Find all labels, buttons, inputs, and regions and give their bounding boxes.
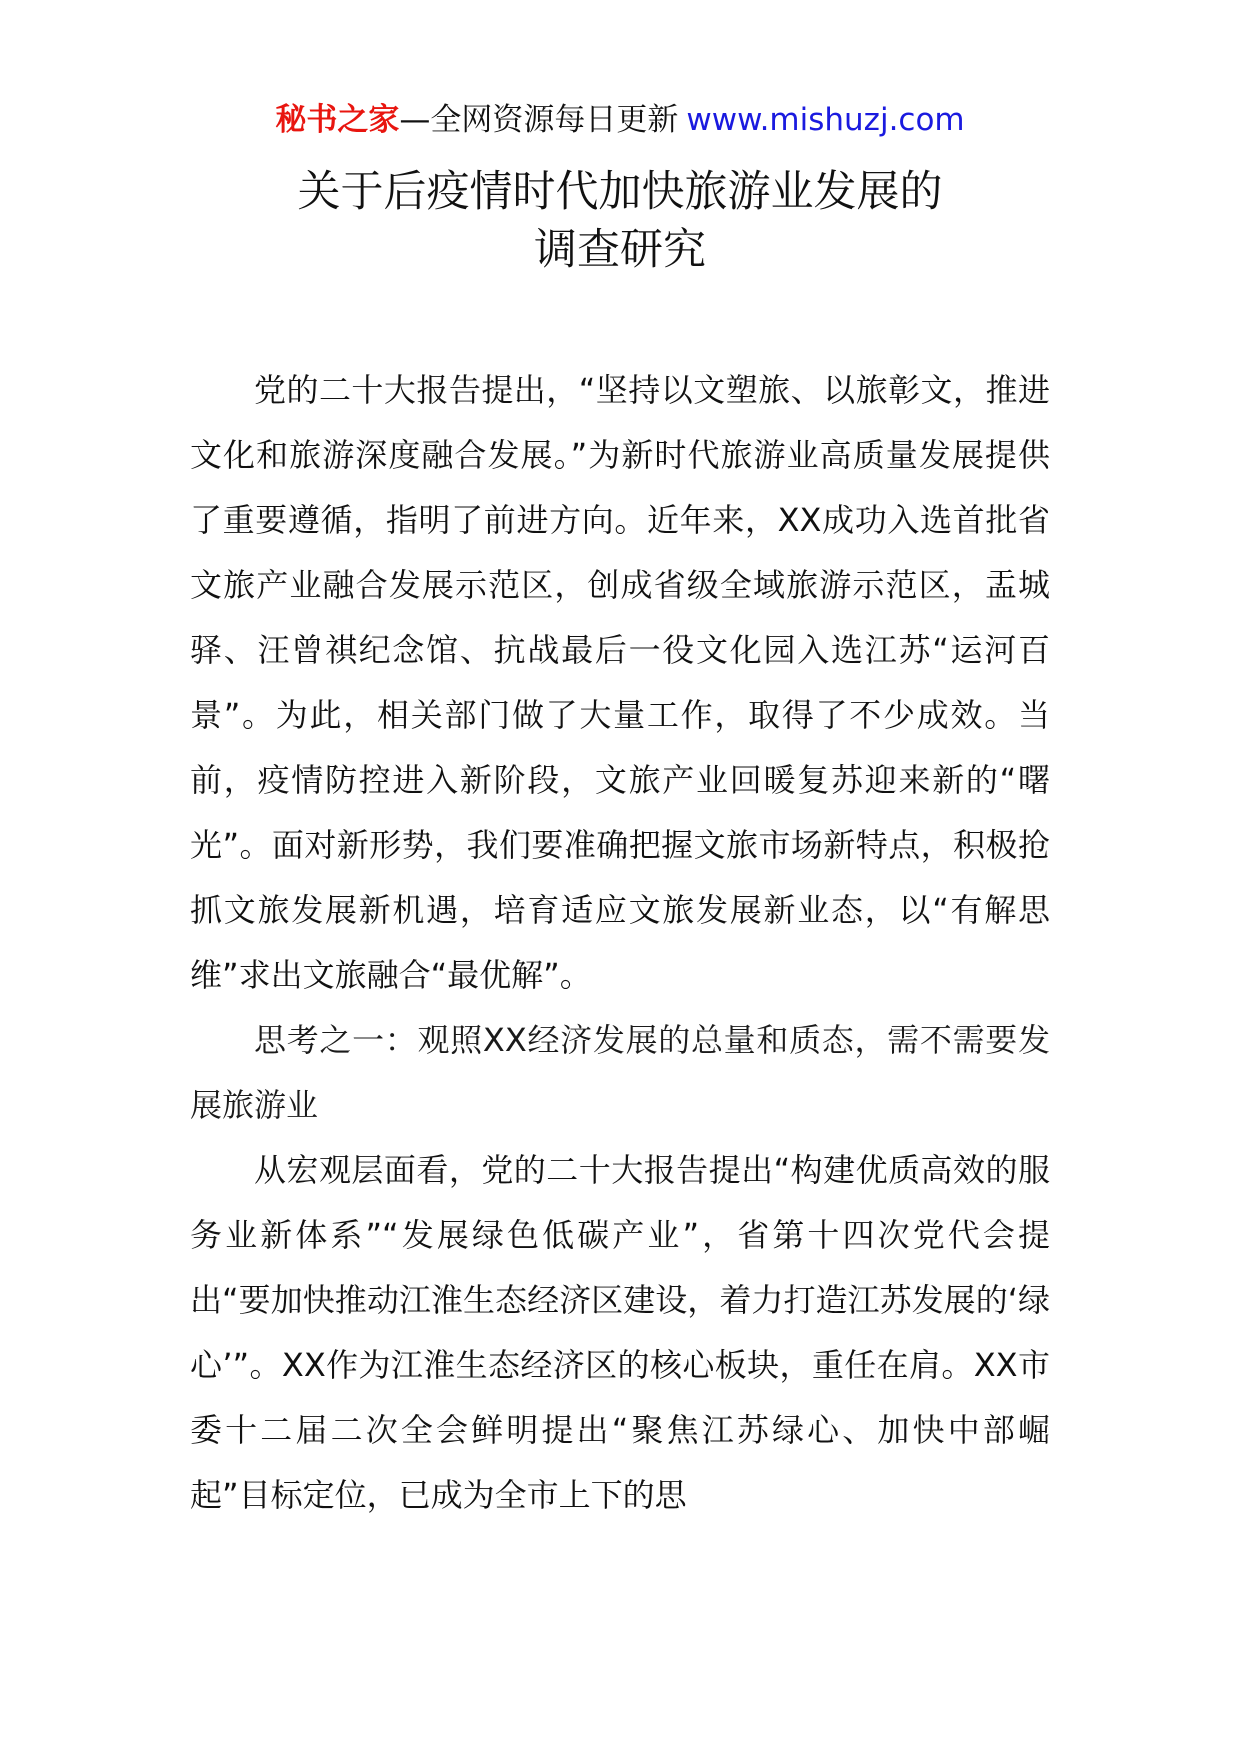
- paragraph-macro: 从宏观层面看，党的二十大报告提出“构建优质高效的服务业新体系”“发展绿色低碳产业”，省第十四次党代会提出“要加快推动江淮生态经济区建设，着力打造江苏发展的‘绿心’”。XX作为江淮生态经济区的核心板块，重任在肩。XX市委十二届二次全会鲜明提出“聚焦江苏绿心、加快中部崛起”目标定位，已成为全市上下的思: [190, 1151, 1050, 1514]
- document-body: [190, 358, 1050, 1528]
- title-line-2: 调查研究: [534, 225, 706, 275]
- document-title: [0, 163, 1240, 279]
- site-banner: [0, 100, 1240, 140]
- banner-slogan: —全网资源每日更新: [399, 102, 679, 138]
- brand-name: 秘书之家: [275, 102, 400, 138]
- site-url[interactable]: www.mishuzj.com: [686, 102, 965, 138]
- paragraph-intro: 党的二十大报告提出，“坚持以文塑旅、以旅彰文，推进文化和旅游深度融合发展。”为新时代旅游业高质量发展提供了重要遵循，指明了前进方向。近年来，XX成功入选首批省文旅产业融合发展示范区，创成省级全域旅游示范区，盂城驿、汪曾祺纪念馆、抗战最后一役文化园入选江苏“运河百景”。为此，相关部门做了大量工作，取得了不少成效。当前，疫情防控进入新阶段，文旅产业回暖复苏迎来新的“曙光”。面对新形势，我们要准确把握文旅市场新特点，积极抢抓文旅发展新机遇，培育适应文旅发展新业态，以“有解思维”求出文旅融合“最优解”。: [190, 371, 1050, 994]
- section-heading: 思考之一：观照XX经济发展的总量和质态，需不需要发展旅游业: [190, 1021, 1050, 1124]
- title-line-1: 关于后疫情时代加快旅游业发展的: [297, 167, 943, 217]
